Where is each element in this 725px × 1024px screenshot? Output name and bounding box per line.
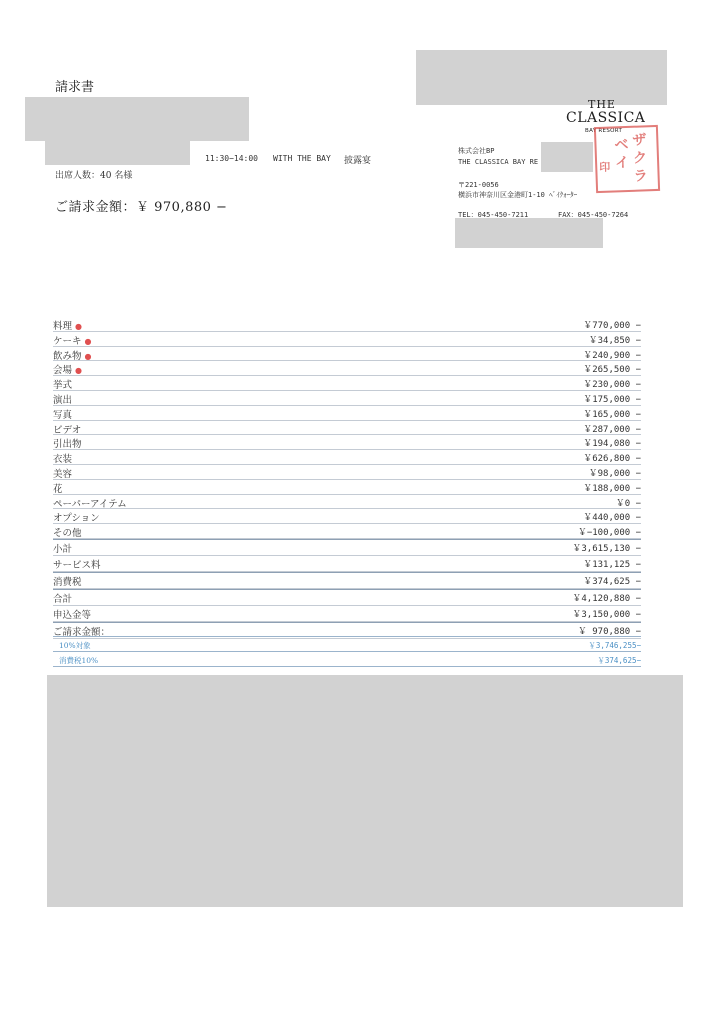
summary-value: ￥131,125 − [583,559,641,570]
line-item-row [53,509,641,524]
red-dot-icon: ● [75,366,82,376]
item-label: 会場 ● [53,365,82,377]
item-value: ￥626,800 − [583,454,641,465]
summary-label: 消費税 [53,576,82,588]
item-value: ￥34,850 − [588,335,641,346]
line-item-row [53,376,641,391]
event-name: WITH THE BAY [273,154,331,163]
summary-value: ￥4,120,880 − [572,593,641,604]
tax-row [53,636,641,652]
summary-value: ￥3,150,000 − [572,609,641,620]
item-value: ￥194,080 − [583,439,641,450]
item-label: ケーキ ● [53,335,92,347]
summary-row-deposit [53,606,641,622]
summary-value: ￥ 970,880 − [577,626,641,637]
item-value: ￥265,500 − [583,365,641,376]
redacted-block-issuer [541,142,593,172]
item-label: 衣装 [53,454,73,466]
line-item-row [53,317,641,332]
line-item-row [53,450,641,465]
item-label: 写真 [53,409,73,421]
item-value: ￥98,000 − [588,468,641,479]
item-value: ￥188,000 − [583,483,641,494]
item-label: ペーパーアイテム [53,498,127,510]
line-item-row [53,347,641,362]
issuer-fax: FAX：045-450-7264 [558,211,629,219]
summary-row-total [53,589,641,606]
summary-label: 申込金等 [53,609,92,621]
item-label: 挙式 [53,380,73,392]
item-label: 引出物 [53,439,82,451]
line-item-row [53,524,641,539]
summary-label: 合計 [53,593,73,605]
line-items-table [53,317,641,639]
item-value: ￥230,000 − [583,380,641,391]
redacted-block-bottom [47,675,683,907]
issuer-tel: TEL：045-450-7211 [458,211,529,219]
line-item-row [53,421,641,436]
summary-row-subtotal [53,539,641,556]
redacted-block-top-right [416,50,667,105]
issuer-company: 株式会社BP [458,147,495,155]
issuer-address: 横浜市神奈川区金港町1-10 ﾍﾞｲｸｫｰﾀｰ [458,191,578,199]
item-value: ￥240,900 − [583,350,641,361]
item-label: ビデオ [53,424,82,436]
tax-value: ￥374,625− [597,656,641,665]
line-item-row [53,391,641,406]
item-label: 飲み物 ● [53,350,92,362]
line-item-row [53,480,641,495]
event-venue: 披露宴 [344,156,372,166]
line-item-row [53,406,641,421]
company-seal: ザ ク ラ ベ イ 印 [594,125,660,193]
item-label: 花 [53,483,63,495]
line-item-row [53,435,641,450]
line-item-row [53,495,641,510]
tax-breakdown [53,636,641,667]
summary-row-service [53,556,641,572]
red-dot-icon: ● [75,322,82,331]
summary-value: ￥374,625 − [583,576,641,587]
line-item-row [53,361,641,376]
item-value: ￥287,000 − [583,424,641,435]
redacted-block-recipient [25,97,249,141]
line-item-row [53,332,641,347]
item-label: その他 [53,528,82,540]
red-dot-icon: ● [84,336,92,346]
event-time: 11:30−14:00 [205,154,258,163]
tax-label: 消費税10% [59,656,99,665]
item-value: ￥0 − [615,498,641,509]
item-value: ￥440,000 − [583,513,641,524]
tax-row [53,652,641,667]
amount-due-heading: ご請求金額：￥ 970,880 − [55,200,228,215]
logo-the: THE [588,98,616,111]
item-label: オプション [53,513,100,525]
tax-value: ￥3,746,255− [588,641,641,650]
line-item-row [53,465,641,480]
issuer-venue: THE CLASSICA BAY RE [458,158,539,166]
item-label: 料理 ● [53,321,82,332]
summary-row-tax [53,572,641,589]
guest-count: 出席人数：40 名様 [55,171,133,181]
logo-name: CLASSICA [566,110,646,126]
redacted-block-recipient-2 [45,141,190,165]
logo-sub: BAY RESORT [585,128,623,134]
item-label: 演出 [53,394,73,406]
red-dot-icon: ● [84,351,92,361]
summary-label: サービス料 [53,559,101,571]
item-value: ￥165,000 − [583,409,641,420]
issuer-postal: 〒221-0056 [458,181,499,189]
redacted-block-issuer-2 [455,218,603,248]
document-title: 請求書 [55,80,95,95]
summary-value: ￥3,615,130 − [572,543,641,554]
tax-label: 10%対象 [59,641,91,650]
item-value: ￥175,000 − [583,394,641,405]
summary-label: ご請求金額： [53,626,111,638]
item-label: 美容 [53,468,73,480]
item-value: ￥−100,000 − [577,528,641,539]
item-value: ￥770,000 − [583,321,641,331]
summary-label: 小計 [53,543,73,555]
